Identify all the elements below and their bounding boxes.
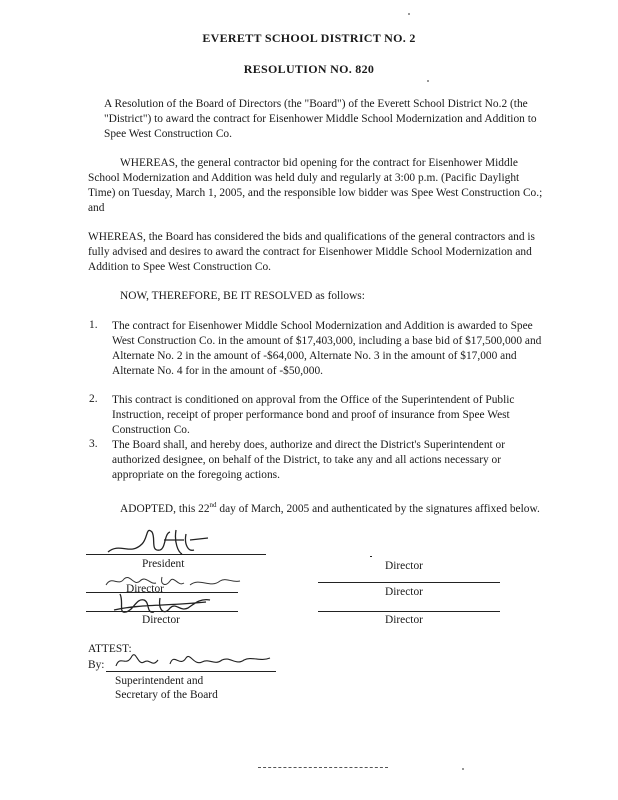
president-label: President [142,558,185,570]
whereas-paragraph-1: WHEREAS, the general contractor bid opening for the contract for Eisenhower Middle School Modernization and Addition was held duly and regularly at 3:00 p.m. (Pacific Daylight Time) on Tuesday, March 1, 2005, and the responsible low bidder was Spee West Construction Co.; and [88,157,543,214]
director-label-left-1: Director [126,583,164,595]
adopted-paragraph [88,498,546,517]
adopted-text-end: day of March, 2005 and authenticated by the signatures affixed below. [216,502,540,515]
item-number-2: 2. [89,393,98,405]
scan-artifact-line [258,767,388,768]
item-number-3: 3. [89,438,98,450]
intro-paragraph [104,97,544,142]
adopted-ordinal: nd [209,501,217,509]
director-label-right-1: Director [385,560,423,572]
item-text-1: The contract for Eisenhower Middle School Modernization and Addition is awarded to Spee West Construction Co. in the amount of $17,403,000, including a base bid of $17,500,000 and Alternate No. 2 in the amount of -$64,000, Alternate No. 3 in the amount of $17,000 and Alternate No. 4 for in the amount of -$50,000. [112,320,542,377]
director-line-right-tick [370,556,372,557]
director-label-right-2: Director [385,586,423,598]
director-signature-line-right-2 [318,582,500,583]
item-text-2: This contract is conditioned on approval from the Office of the Superintendent of Public Instruction, receipt of proper performance bond and proof of insurance from Spee West Construction Co. [112,394,515,436]
superintendent-title-line2: Secretary of the Board [115,689,218,701]
whereas-paragraph-2: WHEREAS, the Board has considered the bids and qualifications of the general contractors and is fully advised and desires to award the contract for Eisenhower Middle School Modernization and Addition to Spee West Construction Co. [88,231,535,273]
intro-text: A Resolution of the Board of Directors (the "Board") of the Everett School District No.2 (the "District") to award the contract for Eisenhower Middle School Modernization and Addition to Spee West Construction Co. [104,98,537,140]
director-signature-line-right-3 [318,611,500,612]
resolved-statement: NOW, THEREFORE, BE IT RESOLVED as follows: [120,290,365,302]
item-text-3: The Board shall, and hereby does, authorize and direct the District's Superintendent or authorized designee, on behalf of the District, to take any and all actions necessary or appropriate on the foregoing actions. [112,439,506,481]
scan-speck [462,768,464,770]
director-signature-2-icon [110,588,220,620]
superintendent-signature-icon [110,648,280,674]
scan-speck [408,13,410,15]
attest-label: ATTEST: [88,643,132,655]
superintendent-title-line1: Superintendent and [115,675,204,687]
scan-speck [427,80,429,82]
resolution-number: RESOLUTION NO. 820 [243,62,375,76]
adopted-text-start: ADOPTED, this 22 [120,502,210,515]
president-signature-icon [100,522,220,562]
attest-by-label: By: [88,659,105,671]
director-label-left-2: Director [142,614,180,626]
district-title: EVERETT SCHOOL DISTRICT NO. 2 [202,31,416,45]
director-label-right-3: Director [385,614,423,626]
item-number-1: 1. [89,319,98,331]
